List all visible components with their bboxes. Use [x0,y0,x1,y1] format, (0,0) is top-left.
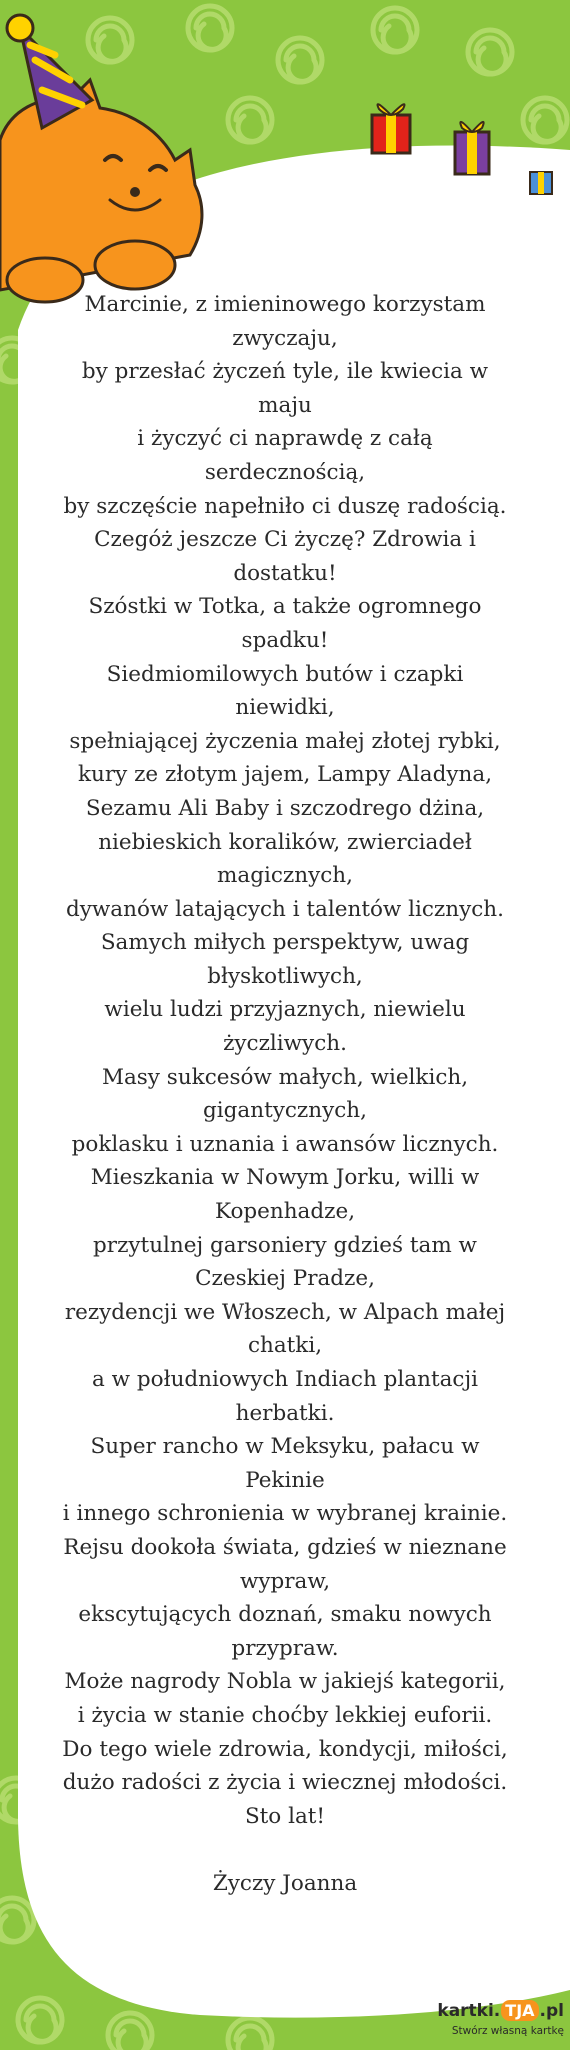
poem-line: Czegóż jeszcze Ci życzę? Zdrowia i [94,527,476,553]
poem-line: Super rancho w Meksyku, pałacu w [90,1434,480,1460]
poem-line: wielu ludzi przyjaznych, niewielu [104,997,466,1023]
poem-line: Kopenhadze, [214,1199,356,1225]
logo-accent: TJA [501,2000,538,2021]
poem-line: kury ze złotym jajem, Lampy Aladyna, [77,762,493,788]
poem-line: Sto lat! [244,1803,326,1829]
logo-prefix: kartki. [437,2001,501,2021]
poem-line: by szczęście napełniło ci duszę radością. [63,493,507,519]
poem-line: Do tego wiele zdrowia, kondycji, miłości, [62,1736,508,1762]
poem-line: i innego schronienia w wybranej krainie. [62,1501,508,1527]
poem-line: spełniającej życzenia małej złotej rybki, [69,728,501,754]
greeting-poem [62,288,508,1901]
poem-line: ekscytujących doznań, smaku nowych [78,1602,492,1628]
poem-line: Rejsu dookoła świata, gdzieś w nieznane [63,1534,507,1560]
poem-line: a w południowych Indiach plantacji [92,1367,478,1392]
poem-line: Sezamu Ali Baby i szczodrego dżina, [85,795,485,821]
poem-line: herbatki. [235,1400,335,1426]
poem-line: Pekinie [245,1467,325,1493]
poem-line: rezydencji we Włoszech, w Alpach małej [64,1299,506,1325]
logo-suffix: .pl [539,2001,564,2021]
poem-line: by przesłać życzeń tyle, ile kwiecia w maju [81,359,489,418]
poem-line: Mieszkania w Nowym Jorku, willi w [90,1165,480,1191]
poem-line: i życia w stanie choćby lekkiej euforii. [77,1702,493,1728]
poem-line: dywanów latających i talentów licznych. [66,896,504,922]
poem-line: błyskotliwych, [207,963,363,989]
poem-line: wypraw, [239,1568,331,1594]
poem-line: Masy sukcesów małych, wielkich, [101,1064,469,1090]
poem-line: chatki, [247,1333,323,1359]
poem-line: przypraw. [231,1635,339,1661]
poem-line: dużo radości z życia i wiecznej młodości. [62,1770,508,1796]
poem-line: Życzy Joanna [212,1870,358,1896]
logo-wordmark [437,2000,564,2021]
poem-line: Czeskiej Pradze, [195,1266,375,1292]
poem-line: spadku! [241,627,329,653]
poem-line: niebieskich koralików, zwierciadeł [98,829,472,855]
poem-line: życzliwych. [223,1031,347,1057]
poem-line: magicznych, [217,863,353,889]
poem-line: poklasku i uznania i awansów licznych. [71,1131,499,1157]
poem-line: i życzyć ci naprawdę z całą serdecznością, [137,426,433,485]
poem-line: zwyczaju, [232,325,338,351]
poem-line: Siedmiomilowych butów i czapki niewidki, [106,661,464,721]
site-logo[interactable] [437,1998,570,2046]
poem-line: Samych miłych perspektyw, uwag [100,930,470,956]
gift-box-blue-icon [530,172,552,194]
poem-line: Może nagrody Nobla w jakiejś kategorii, [64,1669,506,1695]
poem-line: przytulnej garsoniery gdzieś tam w [93,1232,477,1258]
poem-spacer [62,1833,508,1867]
logo-tagline: Stwórz własną kartkę [451,2025,564,2037]
poem-line: Szóstki w Totka, a także ogromnego [88,594,482,620]
poem-line: gigantycznych, [203,1098,367,1124]
poem-line: dostatku! [233,560,337,586]
poem-line: Marcinie, z imieninowego korzystam [84,292,486,317]
